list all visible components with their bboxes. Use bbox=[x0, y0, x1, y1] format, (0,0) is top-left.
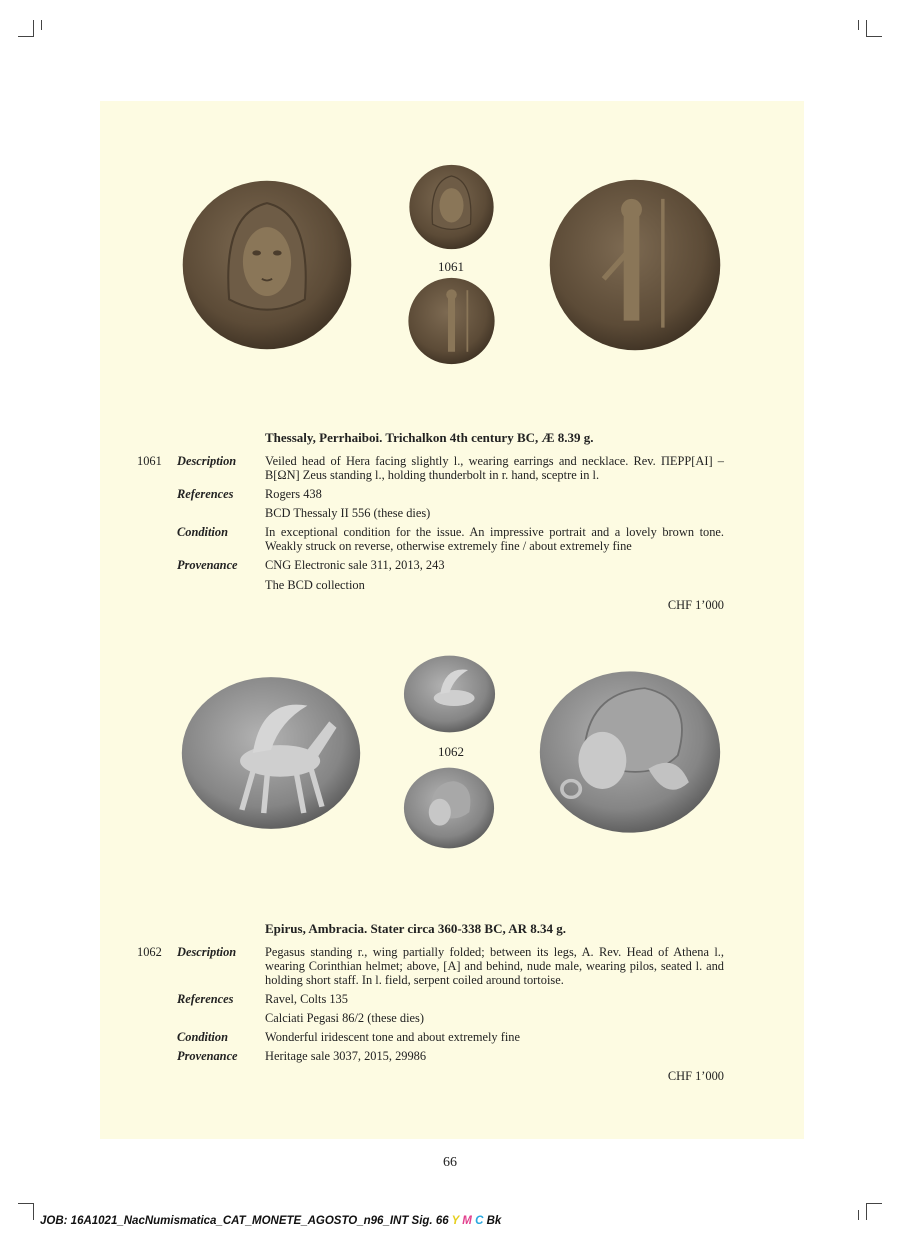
lot-number-image-label: 1061 bbox=[438, 259, 464, 274]
lot-number: 1061 bbox=[137, 454, 162, 468]
provenance-item: The BCD collection bbox=[265, 578, 365, 592]
coin-obverse-large bbox=[178, 179, 356, 351]
provenance-item: Heritage sale 3037, 2015, 29986 bbox=[265, 1049, 427, 1063]
condition-text: In exceptional condition for the issue. An impressive portrait and a lovely brown tone. Weakly struck on reverse, otherwise extremely fine / about extremely fine bbox=[265, 525, 724, 553]
crop-mark-bl-v bbox=[33, 1203, 34, 1220]
job-text: JOB: 16A1021_NacNumismatica_CAT_MONETE_AGOSTO_n96_INT Sig. 66 bbox=[40, 1215, 449, 1227]
coin-obverse-large bbox=[180, 674, 362, 832]
coin-reverse-large bbox=[548, 174, 722, 356]
provenance-label: Provenance bbox=[177, 558, 238, 572]
crop-mark-tr-h bbox=[866, 36, 882, 37]
crop-mark-br-h bbox=[866, 1203, 882, 1204]
reference-item: Calciati Pegasi 86/2 (these dies) bbox=[265, 1011, 424, 1025]
condition-text: Wonderful iridescent tone and about extremely fine bbox=[265, 1030, 520, 1044]
color-c: C bbox=[475, 1215, 484, 1227]
references-label: References bbox=[177, 992, 234, 1006]
lot-title: Thessaly, Perrhaiboi. Trichalkon 4th century BC, Æ 8.39 g. bbox=[265, 430, 594, 445]
crop-mark-br-v2 bbox=[858, 1210, 859, 1220]
coin-obverse-small bbox=[407, 164, 496, 250]
crop-mark-tl-v bbox=[33, 20, 34, 37]
description-label: Description bbox=[177, 454, 237, 468]
crop-mark-br-v bbox=[866, 1203, 867, 1220]
silver-coin-athena-image bbox=[538, 668, 722, 836]
lot-number: 1062 bbox=[137, 945, 162, 959]
silver-coin-athena-small-image bbox=[403, 766, 495, 850]
coin-reverse-small bbox=[407, 277, 496, 365]
coin-reverse-small bbox=[403, 766, 495, 850]
silver-coin-pegasus-image bbox=[180, 674, 362, 832]
reference-item: Rogers 438 bbox=[265, 487, 322, 501]
references-label: References bbox=[177, 487, 234, 501]
description-text: Veiled head of Hera facing slightly l., wearing earrings and necklace. Rev. ΠΕΡΡ[ΑΙ] – Β[ΩΝ] Zeus standing l., holding thunderbolt in r. hand, sceptre in l. bbox=[265, 454, 724, 482]
crop-mark-tl-h bbox=[18, 36, 34, 37]
reference-item: BCD Thessaly II 556 (these dies) bbox=[265, 506, 431, 520]
provenance-label: Provenance bbox=[177, 1049, 238, 1063]
crop-mark-tr-v2 bbox=[858, 20, 859, 30]
condition-label: Condition bbox=[177, 525, 228, 539]
description-label: Description bbox=[177, 945, 237, 959]
bronze-coin-hera-image bbox=[178, 179, 356, 351]
color-m: M bbox=[462, 1215, 472, 1227]
bronze-coin-zeus-small-image bbox=[407, 277, 496, 365]
bronze-coin-zeus-image bbox=[548, 174, 722, 356]
provenance-item: CNG Electronic sale 311, 2013, 243 bbox=[265, 558, 445, 572]
color-bk: Bk bbox=[486, 1215, 502, 1227]
crop-mark-bl-h bbox=[18, 1203, 34, 1204]
lot-number-image-label: 1062 bbox=[438, 744, 464, 759]
crop-mark-tr-v bbox=[866, 20, 867, 37]
print-job-footer bbox=[40, 1215, 501, 1227]
condition-label: Condition bbox=[177, 1030, 228, 1044]
reference-item: Ravel, Colts 135 bbox=[265, 992, 348, 1006]
page-number: 66 bbox=[443, 1155, 457, 1170]
price: CHF 1’000 bbox=[667, 598, 724, 612]
lot-title: Epirus, Ambracia. Stater circa 360-338 BC, AR 8.34 g. bbox=[265, 921, 567, 936]
coin-reverse-large bbox=[538, 668, 722, 836]
color-y: Y bbox=[451, 1215, 460, 1227]
coin-obverse-small bbox=[403, 654, 496, 734]
crop-mark-tl-v2 bbox=[41, 20, 42, 30]
silver-coin-pegasus-small-image bbox=[403, 654, 496, 734]
description-text: Pegasus standing r., wing partially folded; between its legs, A. Rev. Head of Athena l., wearing Corinthian helmet; above, [A] and behind, nude male, wearing pilos, seated l. and holding short staff. In l. field, serpent coiled around tortoise. bbox=[265, 945, 724, 987]
price: CHF 1’000 bbox=[667, 1069, 724, 1083]
bronze-coin-hera-small-image bbox=[407, 164, 496, 250]
catalogue-panel bbox=[100, 101, 804, 1139]
